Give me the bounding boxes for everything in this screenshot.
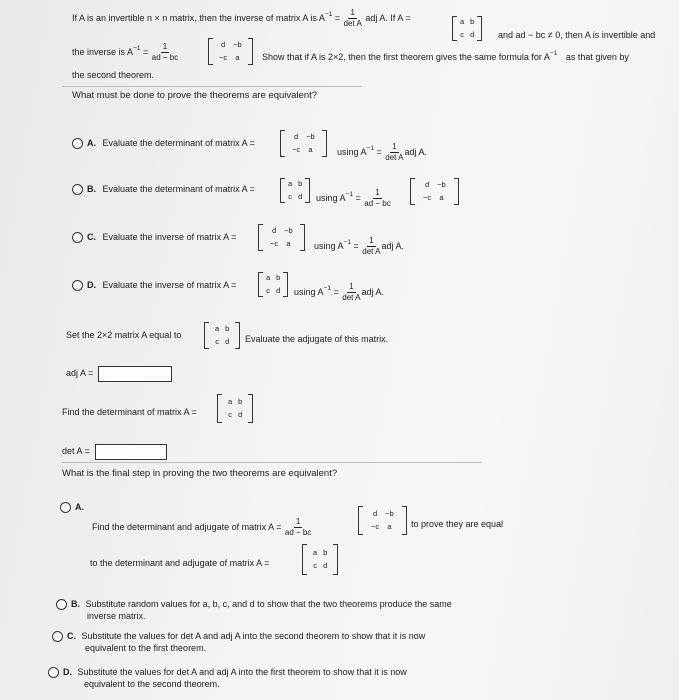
qd-formula xyxy=(294,282,384,303)
show-that-line xyxy=(262,52,629,62)
option-letter: C. xyxy=(87,232,96,242)
q1-option-b[interactable] xyxy=(72,184,255,195)
q1-option-c[interactable] xyxy=(72,232,236,243)
option-letter: B. xyxy=(71,599,80,609)
using-text: using A xyxy=(316,192,346,203)
option-letter: C. xyxy=(67,631,76,641)
using-text: using A xyxy=(314,240,344,251)
bracket-right xyxy=(235,322,240,349)
matrix-abcd-qb xyxy=(280,178,310,203)
cell: d xyxy=(225,337,230,346)
frac-den: det A xyxy=(385,153,404,162)
equals: = xyxy=(376,146,382,157)
as-given-text: as that given by xyxy=(565,52,629,62)
cell: d xyxy=(372,509,378,518)
cell: b xyxy=(225,324,230,333)
bracket-right xyxy=(322,130,327,157)
cell: b xyxy=(276,273,281,282)
bracket-right xyxy=(248,394,253,423)
cell: a xyxy=(288,179,293,188)
cell: a xyxy=(313,548,318,557)
q2a-tail: to prove they are equal xyxy=(411,519,504,529)
option-text: Evaluate the determinant of matrix A = xyxy=(102,184,255,194)
matrix-grid xyxy=(213,38,248,65)
frac-num: 1 xyxy=(392,142,397,151)
option-text: Substitute random values for a, b, c, and d to show that the two theorems produce the same xyxy=(85,599,452,609)
frac-num: 1 xyxy=(350,8,355,17)
cell: c xyxy=(313,561,317,570)
superscript: −1 xyxy=(366,144,374,152)
formula-tail: adj A. xyxy=(361,286,385,297)
cell: c xyxy=(228,410,232,419)
bracket-right xyxy=(283,272,288,297)
intro-text: If A is an invertible n × n matrix, then the inverse of matrix A is A xyxy=(72,12,325,23)
equals: = xyxy=(355,192,361,203)
cell: d xyxy=(276,286,281,295)
qc-formula xyxy=(314,236,404,257)
option-text: Evaluate the determinant of matrix A = xyxy=(102,138,255,148)
adj-input-value xyxy=(99,372,102,382)
superscript: −1 xyxy=(345,190,353,198)
inverse-is-line xyxy=(72,42,179,63)
qa-formula xyxy=(337,142,427,163)
radio-button[interactable] xyxy=(72,280,83,291)
cell: d xyxy=(424,180,430,189)
frac-den: det A xyxy=(343,19,362,28)
matrix-grid xyxy=(415,178,454,205)
find-det-label: Find the determinant of matrix A = xyxy=(62,407,197,417)
option-text-cont: equivalent to the first theorem. xyxy=(85,643,207,654)
det-label: det A = xyxy=(62,446,90,456)
q2-option-a[interactable] xyxy=(60,502,84,513)
cell: a xyxy=(266,273,271,282)
equals: = xyxy=(142,46,149,57)
fraction xyxy=(364,188,390,209)
matrix-adj-q2a xyxy=(358,506,407,535)
q2a-text: Find the determinant and adjugate of matrix A = xyxy=(92,521,282,532)
cell: b xyxy=(323,548,328,557)
matrix-grid xyxy=(363,506,402,535)
superscript: −1 xyxy=(343,238,351,246)
superscript: −1 xyxy=(324,10,333,18)
using-text: using A xyxy=(337,146,367,157)
matrix-adj-intro xyxy=(208,38,253,65)
cell: −b xyxy=(306,132,315,141)
cell: a xyxy=(460,17,465,26)
cell: d xyxy=(470,30,475,39)
superscript: −1 xyxy=(323,284,331,292)
cell: b xyxy=(298,179,303,188)
evaluate-adj-text: Evaluate the adjugate of this matrix. xyxy=(245,334,389,344)
option-text: Evaluate the inverse of matrix A = xyxy=(102,232,237,242)
cell: a xyxy=(228,397,233,406)
matrix-grid xyxy=(457,16,477,41)
matrix-abcd-det xyxy=(217,394,253,423)
second-theorem-text: the second theorem. xyxy=(72,70,155,80)
radio-button[interactable] xyxy=(72,232,83,243)
option-letter: D. xyxy=(87,280,96,290)
cell: −b xyxy=(437,180,446,189)
cell: a xyxy=(439,193,444,202)
radio-button[interactable] xyxy=(60,502,71,513)
q2-option-b[interactable] xyxy=(56,598,452,622)
cell: d xyxy=(293,132,299,141)
cell: b xyxy=(238,397,243,406)
det-input[interactable] xyxy=(95,444,167,460)
inverse-is-text: the inverse is A xyxy=(72,46,134,57)
divider xyxy=(62,462,482,463)
option-text: Evaluate the inverse of matrix A = xyxy=(102,280,237,290)
cell: b xyxy=(470,17,475,26)
cell: c xyxy=(460,30,464,39)
radio-button[interactable] xyxy=(72,138,83,149)
option-letter: A. xyxy=(75,502,84,512)
equals: = xyxy=(353,240,359,251)
bracket-right xyxy=(305,178,310,203)
bracket-right xyxy=(454,178,459,205)
matrix-grid xyxy=(263,224,300,251)
bracket-right xyxy=(248,38,253,65)
cell: a xyxy=(308,145,313,154)
cell: d xyxy=(220,40,226,49)
q1-option-a[interactable] xyxy=(72,138,255,149)
frac-den: ad − bc xyxy=(284,528,312,537)
cell: a xyxy=(387,522,392,531)
cell: −c xyxy=(292,145,301,154)
option-letter: B. xyxy=(87,184,96,194)
cell: −c xyxy=(270,239,279,248)
frac-num: 1 xyxy=(349,282,354,291)
cell: c xyxy=(266,286,270,295)
frac-den: det A xyxy=(362,247,381,256)
frac-num: 1 xyxy=(369,236,374,245)
cell: d xyxy=(298,192,303,201)
matrix-grid xyxy=(285,178,305,203)
matrix-grid xyxy=(285,130,322,157)
cell: −b xyxy=(385,509,394,518)
question-1: What must be done to prove the theorems are equivalent? xyxy=(72,90,318,101)
cell: a xyxy=(286,239,291,248)
matrix-adj-qa xyxy=(280,130,327,157)
condition-text: and ad − bc ≠ 0, then A is invertible and xyxy=(498,30,656,40)
fraction xyxy=(342,282,360,303)
matrix-abcd-intro xyxy=(452,16,482,41)
matrix-abcd-q2a xyxy=(302,544,338,575)
superscript: −1 xyxy=(549,50,558,57)
radio-button[interactable] xyxy=(56,599,67,610)
frac-den: det A xyxy=(342,293,361,302)
option-text-cont: equivalent to the second theorem. xyxy=(84,679,220,690)
cell: −b xyxy=(233,40,242,49)
frac-num: 1 xyxy=(162,42,168,51)
option-text-cont: inverse matrix. xyxy=(87,611,146,622)
cell: d xyxy=(323,561,328,570)
option-text: Substitute the values for det A and adj A into the first theorem to show that it is now xyxy=(77,667,407,677)
q2-option-d[interactable] xyxy=(48,666,407,690)
divider xyxy=(62,86,362,87)
bracket-right xyxy=(300,224,305,251)
intro-adj-text: adj A. If A = xyxy=(365,12,411,23)
frac-num: 1 xyxy=(295,517,301,526)
matrix-adj-qb xyxy=(410,178,459,205)
matrix-abcd-qd xyxy=(258,272,288,297)
matrix-grid xyxy=(263,272,283,297)
superscript: −1 xyxy=(133,44,141,52)
cell: −c xyxy=(423,193,432,202)
q2a-line1 xyxy=(92,517,312,538)
q2a-line2: to the determinant and adjugate of matrix A = xyxy=(90,558,270,568)
bracket-right xyxy=(402,506,407,535)
cell: d xyxy=(238,410,243,419)
set-matrix-label: Set the 2×2 matrix A equal to xyxy=(66,330,182,340)
frac-num: 1 xyxy=(375,188,380,197)
radio-button[interactable] xyxy=(52,631,63,642)
show-that-text: Show that if A is 2×2, then the first theorem gives the same formula for A xyxy=(262,52,550,62)
frac-den: ad − bc xyxy=(364,199,391,208)
question-2: What is the final step in proving the two theorems are equivalent? xyxy=(62,468,338,479)
option-letter: A. xyxy=(87,138,96,148)
radio-button[interactable] xyxy=(48,667,59,678)
equals: = xyxy=(334,12,341,23)
frac-den: ad − bc xyxy=(151,53,179,62)
matrix-adj-qc xyxy=(258,224,305,251)
option-letter: D. xyxy=(63,667,72,677)
fraction-1-over-detA xyxy=(344,8,362,29)
cell: a xyxy=(235,53,240,62)
matrix-grid xyxy=(307,544,333,575)
fraction xyxy=(285,517,311,538)
cell: c xyxy=(215,337,219,346)
option-text: Substitute the values for det A and adj A into the second theorem to show that it is now xyxy=(81,631,426,641)
fraction-1-over-adbc xyxy=(152,42,178,63)
cell: a xyxy=(215,324,220,333)
fraction xyxy=(362,236,380,257)
q2-option-c[interactable] xyxy=(52,630,425,654)
matrix-grid xyxy=(222,394,248,423)
formula-tail: adj A. xyxy=(404,146,428,157)
cell: −c xyxy=(371,522,380,531)
equals: = xyxy=(333,286,339,297)
adj-label: adj A = xyxy=(66,368,94,378)
det-input-value xyxy=(96,450,99,460)
using-text: using A xyxy=(294,286,324,297)
cell: −b xyxy=(284,226,293,235)
bracket-right xyxy=(333,544,338,575)
cell: −c xyxy=(219,53,228,62)
q1-option-d[interactable] xyxy=(72,280,236,291)
bracket-right xyxy=(477,16,482,41)
radio-button[interactable] xyxy=(72,184,83,195)
intro-line-1 xyxy=(72,8,411,29)
cell: d xyxy=(271,226,277,235)
formula-tail: adj A. xyxy=(381,240,405,251)
fraction xyxy=(385,142,403,163)
adj-input[interactable] xyxy=(98,366,172,382)
qb-formula xyxy=(316,188,392,209)
matrix-abcd-set xyxy=(204,322,240,349)
cell: c xyxy=(288,192,292,201)
matrix-grid xyxy=(209,322,235,349)
